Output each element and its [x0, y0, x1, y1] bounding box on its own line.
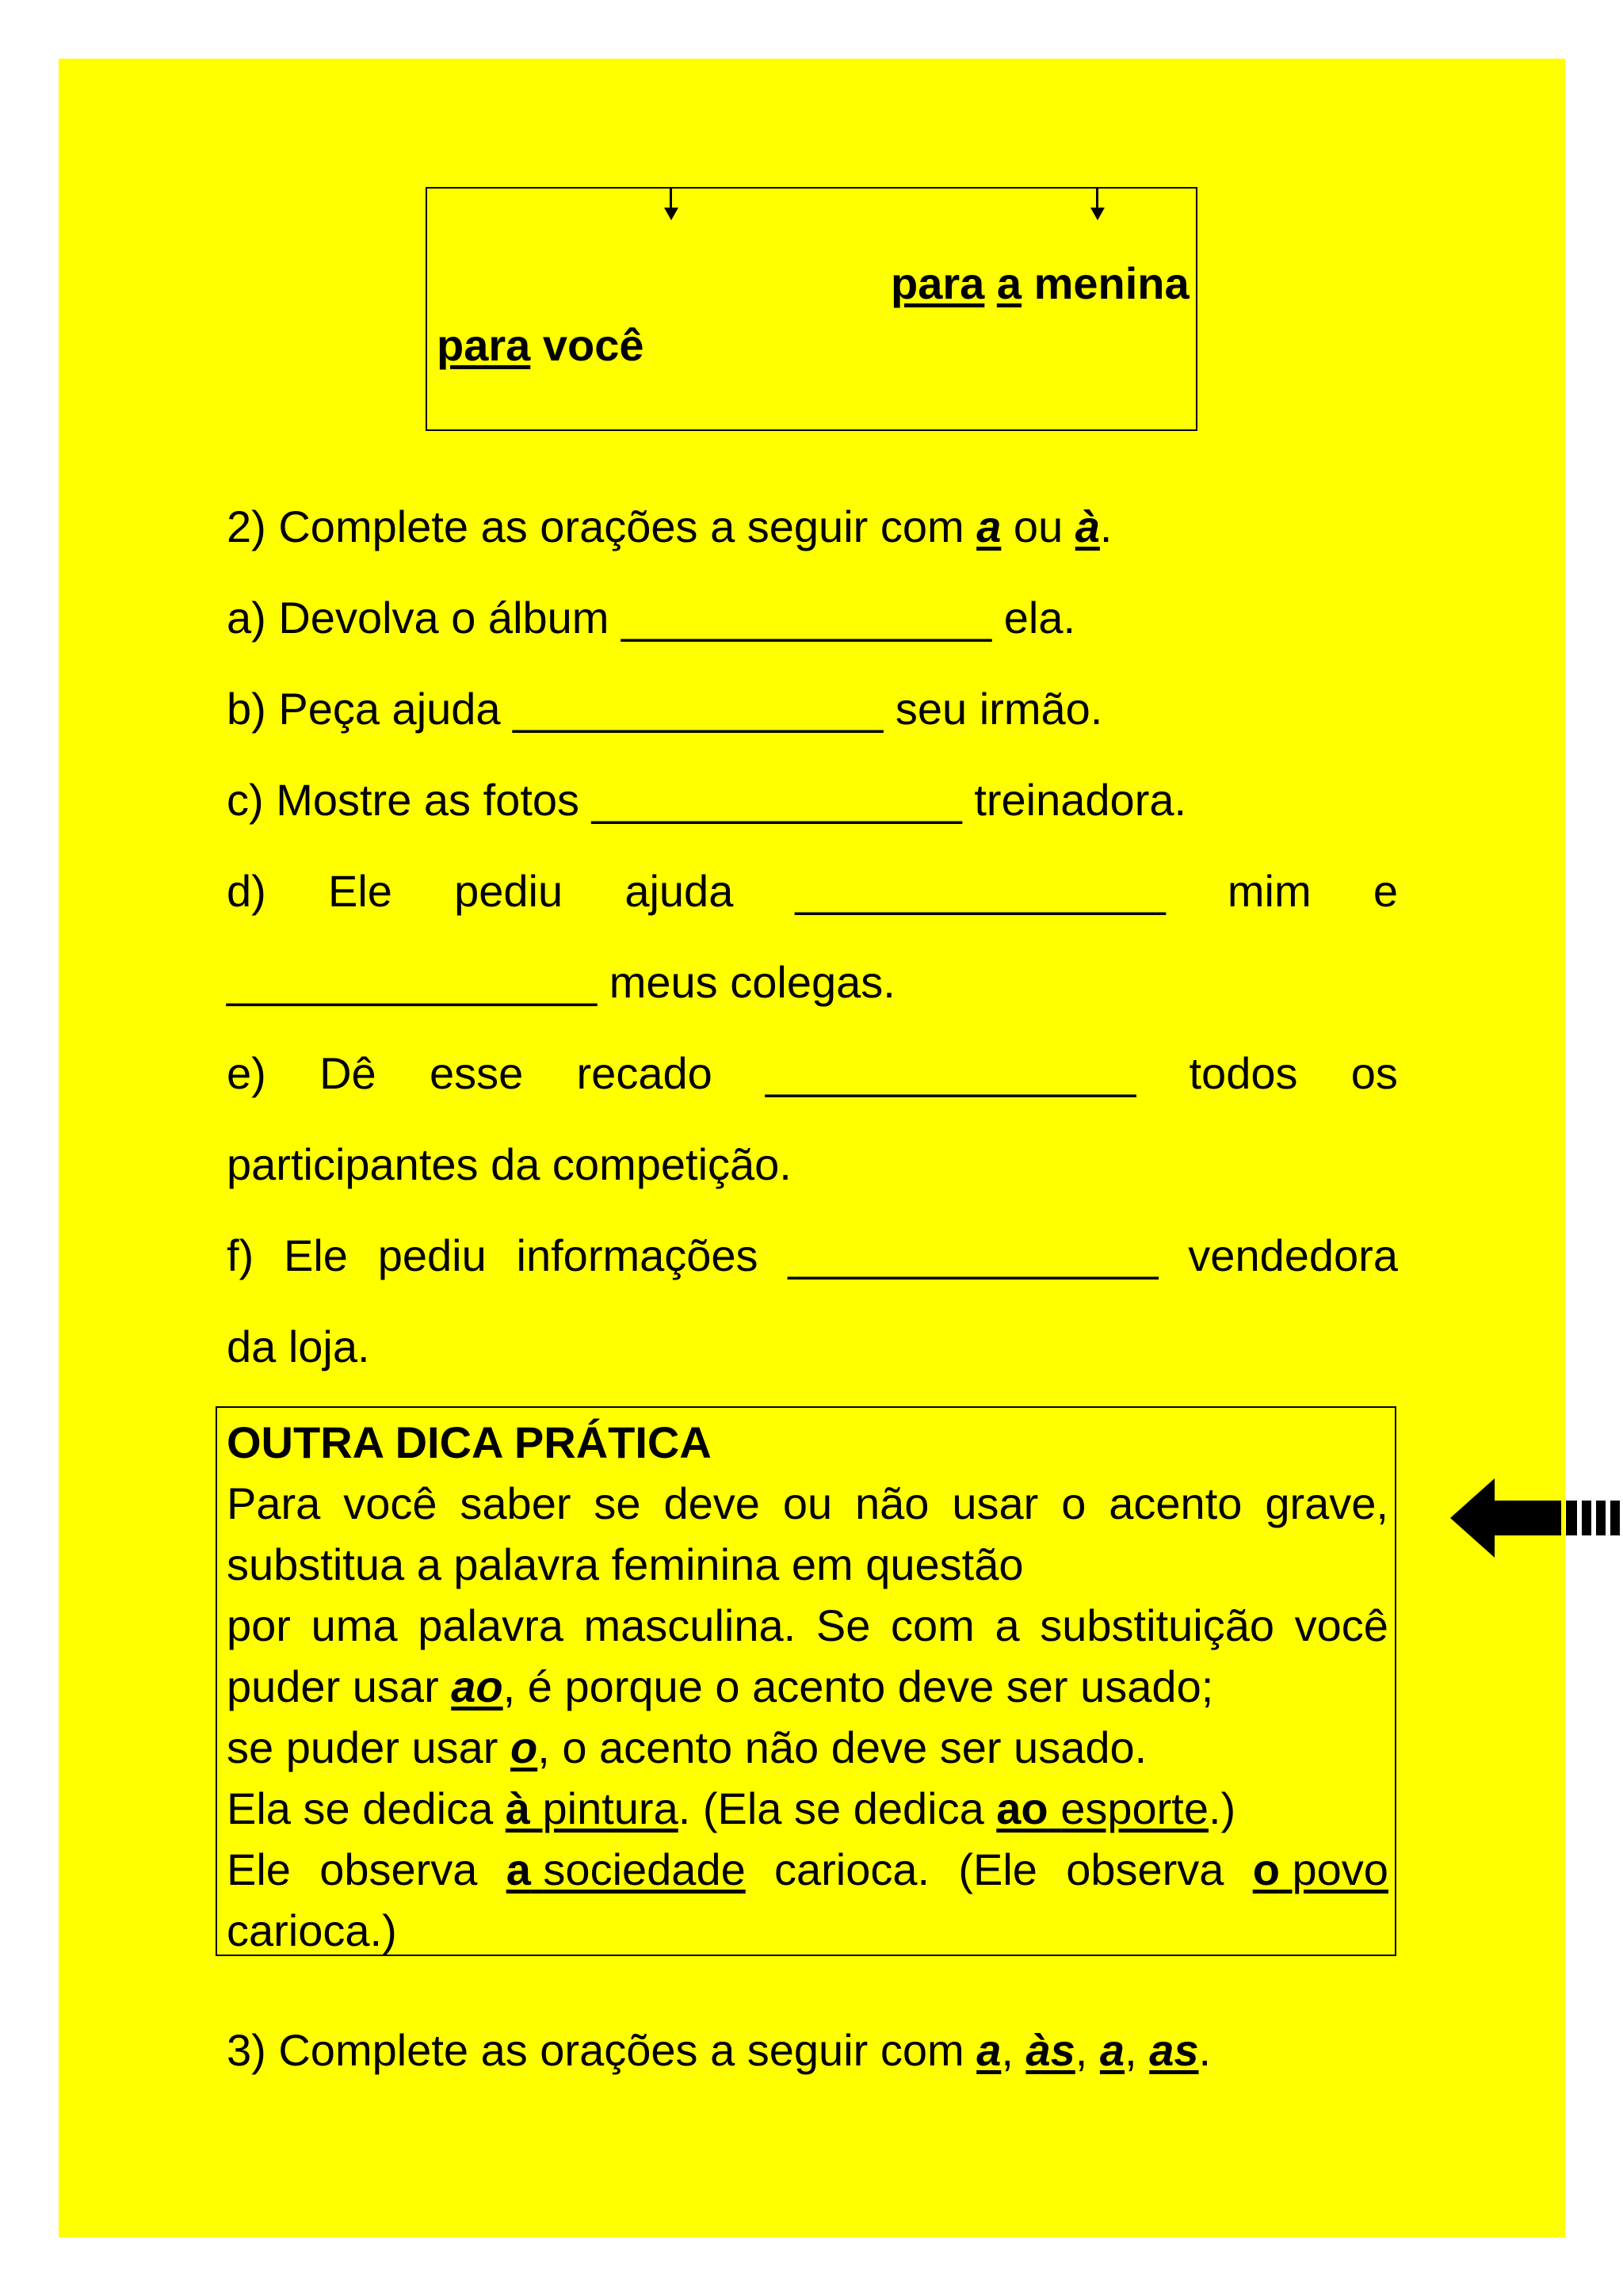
tip-line-1: Para você saber se deve ou não usar o acento grave, [227, 1478, 1388, 1528]
q2-item-f-line-1: f) Ele pediu informações _______________ vendedora [227, 1230, 1398, 1280]
answer-blank[interactable]: _______________ [621, 593, 992, 643]
top-example-box [426, 187, 1197, 431]
word-para: para [891, 258, 985, 308]
q2-item-d-line-1: d) Ele pediu ajuda _______________ mim e [227, 866, 1398, 916]
tip-line-4: puder usar ao, é porque o acento deve ser usado; [227, 1661, 1214, 1711]
tip-title: OUTRA DICA PRÁTICA [227, 1417, 712, 1467]
answer-blank[interactable]: _______________ [513, 684, 884, 734]
word-a: a [996, 258, 1022, 308]
left-arrow-icon [1450, 1478, 1623, 1558]
tip-line-5: se puder usar o, o acento não deve ser usado. [227, 1722, 1148, 1772]
tip-line-7: Ele observa a sociedade carioca. (Ele observa o povo [227, 1844, 1388, 1894]
q2-item-a: a) Devolva o álbum _______________ ela. [227, 593, 1076, 643]
down-arrow-icon [1096, 189, 1105, 220]
top-box-line-2 [437, 320, 644, 371]
q2-item-c: c) Mostre as fotos _______________ treinadora. [227, 775, 1187, 825]
answer-blank[interactable]: _______________ [591, 775, 962, 825]
tip-line-2: substitua a palavra feminina em questão [227, 1539, 1024, 1589]
answer-blank[interactable]: _______________ [788, 1230, 1159, 1280]
q2-title: 2) Complete as orações a seguir com a ou à. [227, 502, 1113, 551]
tip-line-3: por uma palavra masculina. Se com a substituição você [227, 1600, 1388, 1650]
q2-item-e-line-2: participantes da competição. [227, 1139, 792, 1189]
q2-item-f-line-2: da loja. [227, 1322, 370, 1371]
q2-item-d-line-2: _______________ meus colegas. [227, 957, 896, 1007]
top-box-line-1 [891, 258, 1190, 309]
word-voce: você [542, 320, 644, 370]
q2-item-e-line-1: e) Dê esse recado _______________ todos os [227, 1048, 1398, 1098]
option-a: a [976, 502, 1002, 551]
tip-line-6: Ela se dedica à pintura. (Ela se dedica ao esporte.) [227, 1783, 1236, 1833]
word-menina: menina [1033, 258, 1190, 308]
option-a-grave: à [1075, 502, 1100, 551]
answer-blank[interactable]: _______________ [795, 866, 1166, 916]
answer-blank[interactable]: _______________ [227, 957, 598, 1007]
down-arrow-icon [670, 189, 678, 220]
answer-blank[interactable]: _______________ [766, 1048, 1136, 1098]
word-para: para [437, 320, 531, 370]
q2-item-b: b) Peça ajuda _______________ seu irmão. [227, 684, 1103, 734]
tip-line-8: carioca.) [227, 1905, 397, 1955]
q3-title: 3) Complete as orações a seguir com a, às, a, as. [227, 2025, 1212, 2075]
tip-box [216, 1406, 1396, 1956]
